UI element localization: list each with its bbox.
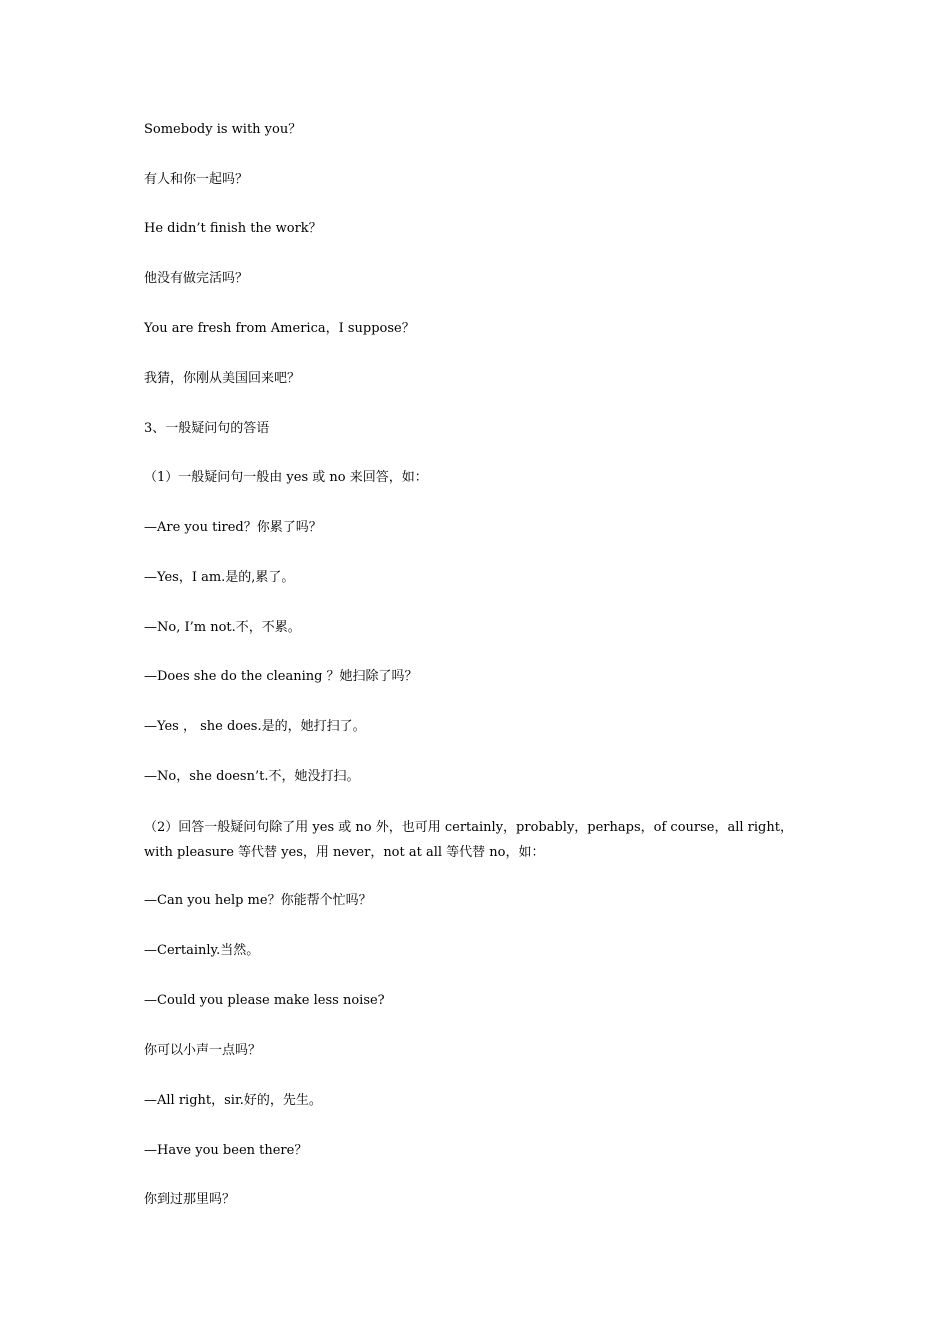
text-line: 有人和你一起吗？ (144, 172, 249, 187)
section-heading: 3、一般疑问句的答语 (144, 421, 270, 436)
text-line: 我猜，你刚从美国回来吧？ (144, 371, 301, 386)
text-line: 他没有做完活吗？ (144, 271, 249, 286)
text-line: —Yes，I am.是的,累了。 (144, 570, 295, 585)
text-line: You are fresh from America，I suppose？ (144, 321, 415, 336)
text-line: 你可以小声一点吗？ (144, 1043, 262, 1058)
text-line: —Certainly.当然。 (144, 943, 260, 958)
text-line: —Have you been there？ (144, 1143, 308, 1158)
text-line: 你到过那里吗？ (144, 1192, 236, 1207)
text-paragraph: （2）回答一般疑问句除了用 yes 或 no 外，也可用 certainly，probably，perhaps，of course，all right，with pleasure 等代替 yes，用 never，not at all 等代替 no，如： (144, 820, 793, 860)
text-line: —Can you help me？你能帮个忙吗？ (144, 893, 372, 908)
text-line: （1）一般疑问句一般由 yes 或 no 来回答，如： (144, 470, 428, 485)
text-line: —No，she doesn’t.不，她没打扫。 (144, 769, 360, 784)
text-line: —Does she do the cleaning ？她扫除了吗？ (144, 669, 418, 684)
text-line: Somebody is with you？ (144, 122, 302, 137)
text-line: —Yes ， she does.是的，她打扫了。 (144, 719, 366, 734)
text-line: —Are you tired？你累了吗？ (144, 520, 322, 535)
text-line: —Could you please make less noise? (144, 993, 385, 1008)
text-line: He didn’t finish the work？ (144, 221, 322, 236)
text-line: —All right，sir.好的，先生。 (144, 1093, 322, 1108)
text-line: —No, I’m not.不，不累。 (144, 620, 301, 635)
